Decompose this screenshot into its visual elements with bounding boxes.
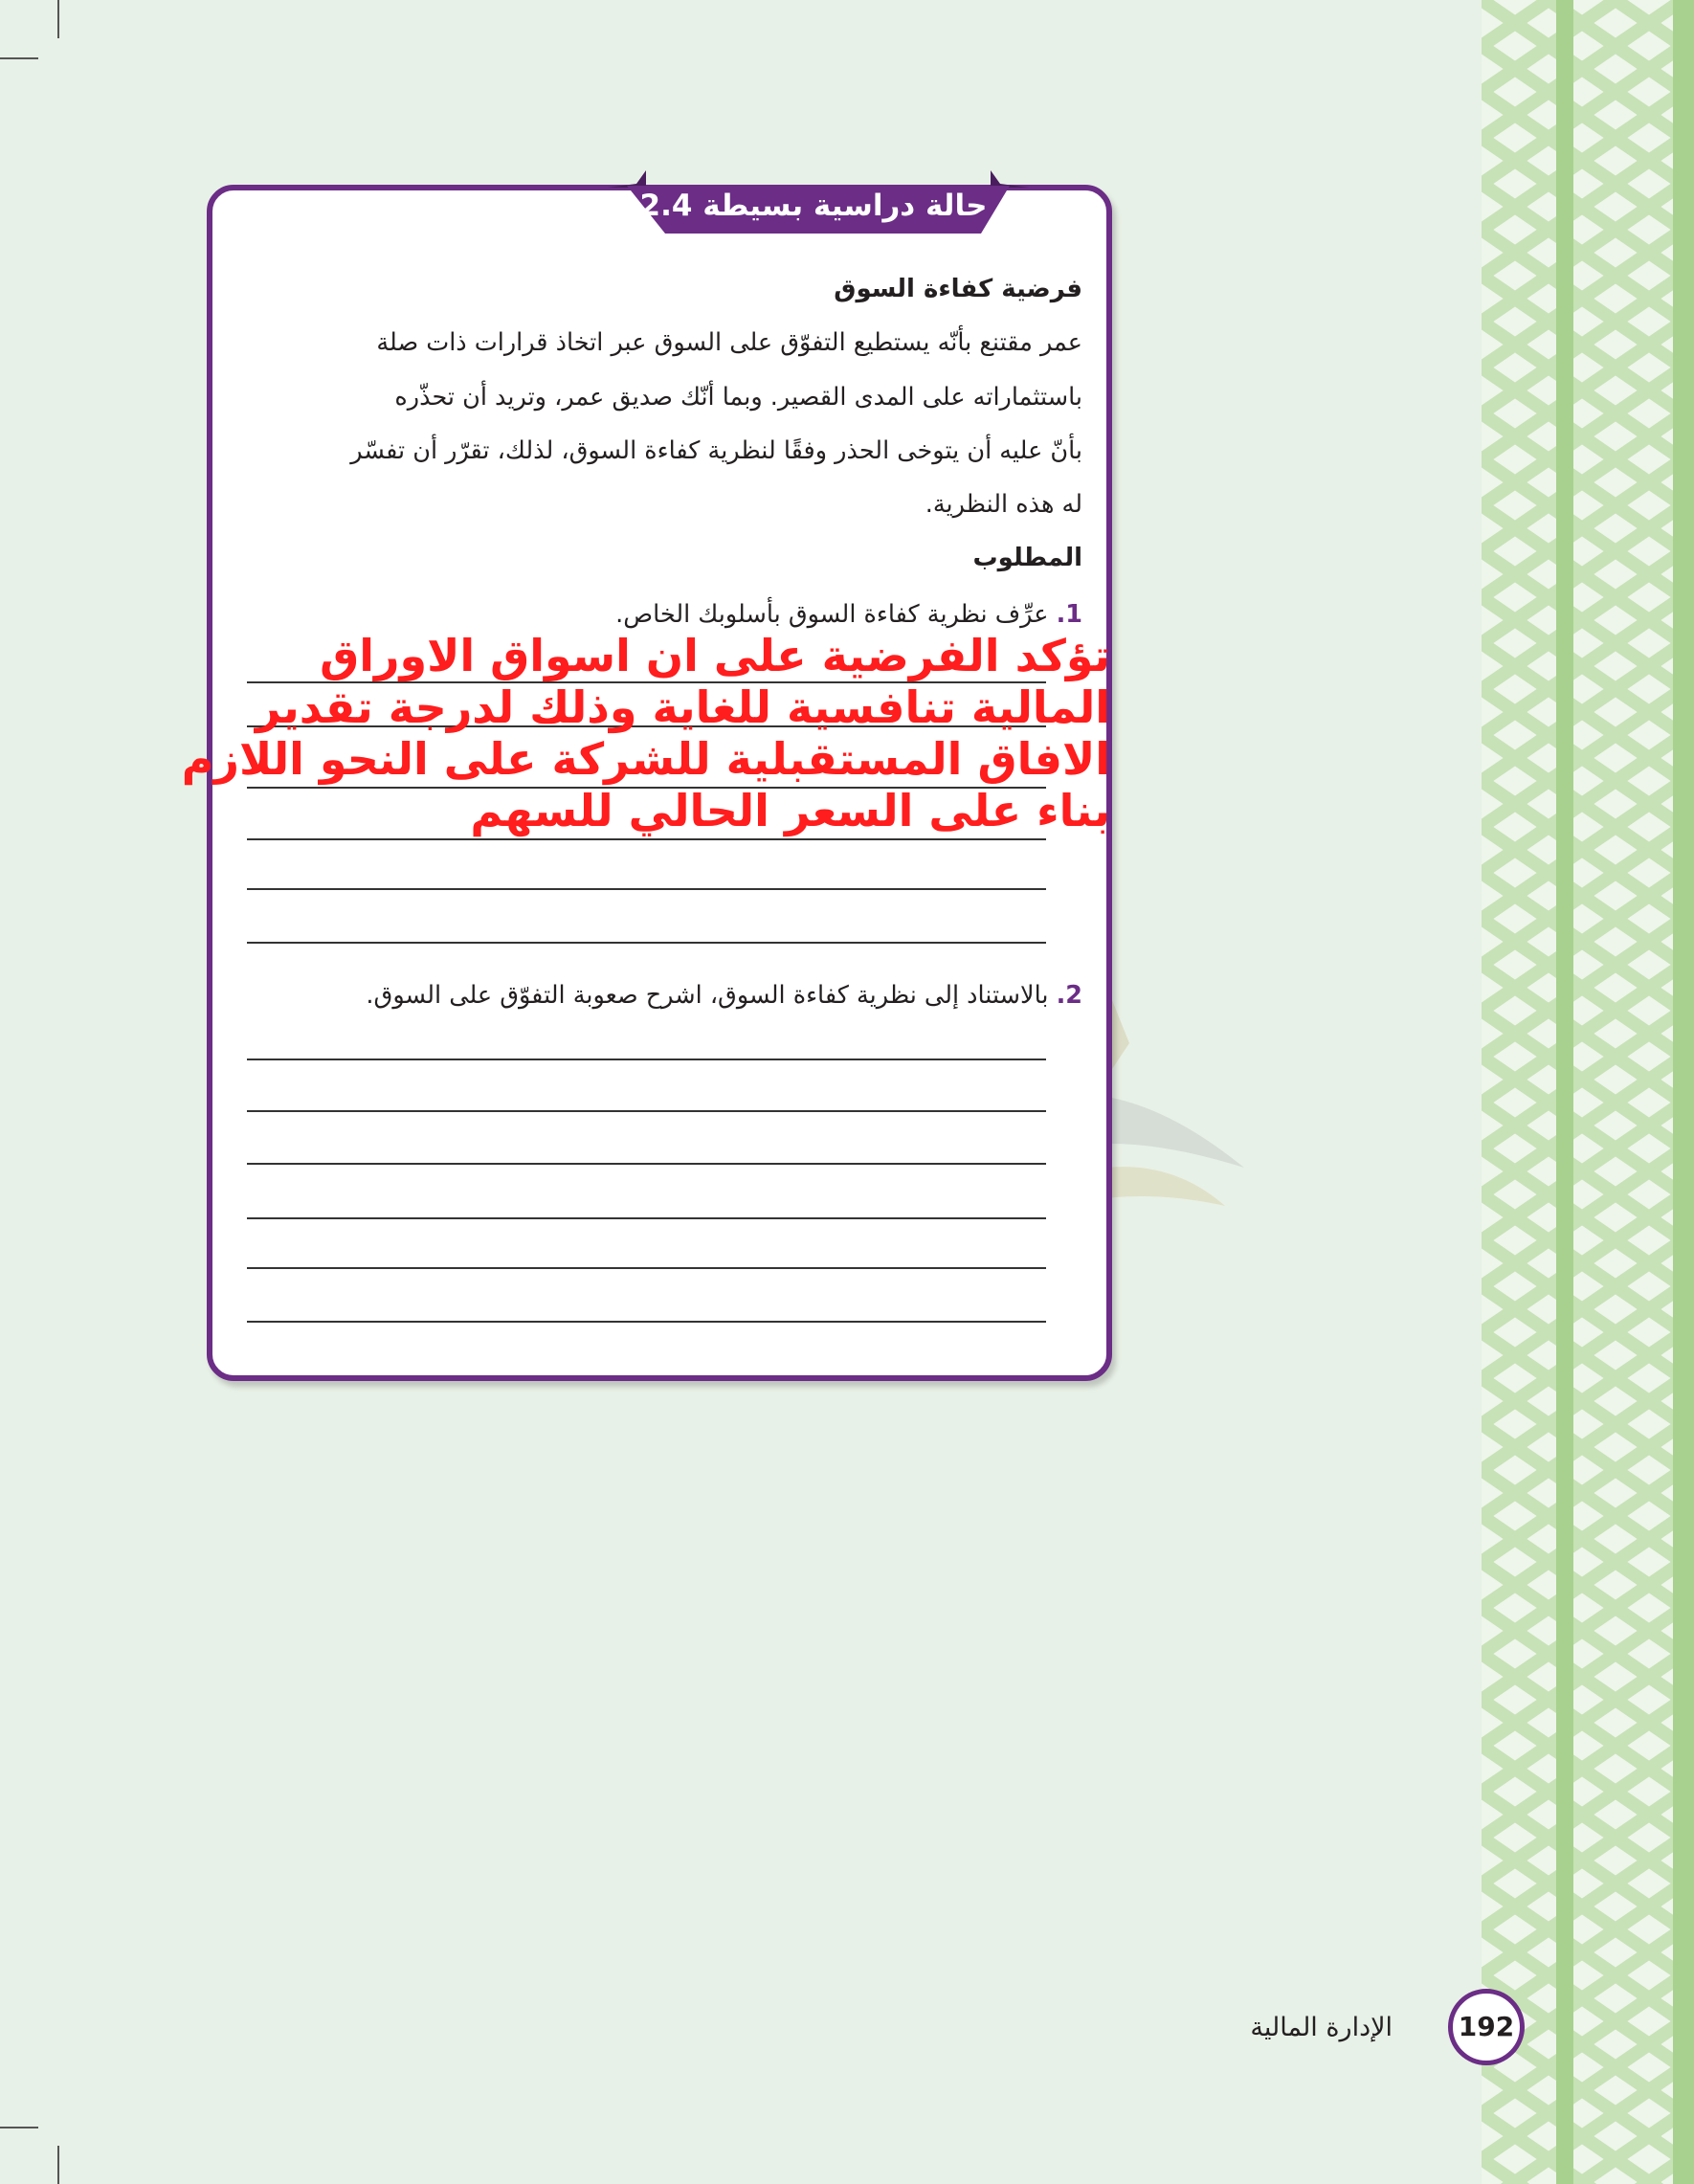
handwritten-answer — [181, 630, 1110, 836]
answer-line-text: الافاق المستقبلية للشركة على النحو اللازم — [181, 733, 1110, 785]
answer-line — [247, 942, 1046, 944]
crop-mark — [0, 57, 38, 59]
answer-line — [247, 1217, 1046, 1219]
paragraph-line: بأنّ عليه أن يتوخى الحذر وفقًا لنظرية كفاءة السوق، لذلك، تقرّر أن تفسّر — [350, 436, 1082, 465]
answer-line-text: تؤكد الفرضية على ان اسواق الاوراق — [320, 630, 1110, 681]
paragraph-line: عمر مقتنع بأنّه يستطيع التفوّق على السوق عبر اتخاذ قرارات ذات صلة — [376, 328, 1082, 357]
answer-line — [247, 1163, 1046, 1165]
question-1 — [615, 600, 1082, 629]
answer-line — [247, 1321, 1046, 1323]
required-heading: المطلوب — [972, 544, 1082, 572]
decorative-side-strip — [1482, 0, 1694, 2184]
answer-line — [247, 888, 1046, 890]
book-title: الإدارة المالية — [1250, 2013, 1393, 2042]
page-number: 192 — [1448, 1989, 1525, 2065]
answer-line — [247, 838, 1046, 840]
question-text: عرِّف نظرية كفاءة السوق بأسلوبك الخاص. — [615, 600, 1049, 629]
answer-line — [247, 1059, 1046, 1060]
question-number: 1. — [1056, 600, 1082, 629]
answer-line-text: المالية تنافسية للغاية وذلك لدرجة تقدير — [255, 681, 1110, 733]
answer-line — [247, 1110, 1046, 1112]
crop-mark — [57, 0, 59, 38]
case-heading: فرضية كفاءة السوق — [834, 275, 1082, 303]
crop-mark — [57, 2146, 59, 2184]
question-number: 2. — [1056, 981, 1082, 1010]
answer-line-text: بناء على السعر الحالي للسهم — [470, 785, 1110, 836]
answer-line — [247, 1267, 1046, 1269]
paragraph-line: باستثماراته على المدى القصير. وبما أنّك صديق عمر، وتريد أن تحذّره — [394, 383, 1082, 412]
paragraph-line: له هذه النظرية. — [925, 490, 1082, 519]
question-text: بالاستناد إلى نظرية كفاءة السوق، اشرح صعوبة التفوّق على السوق. — [366, 981, 1049, 1010]
case-study-title: حالة دراسية بسيطة 2.4 — [639, 189, 988, 223]
crop-mark — [0, 2127, 38, 2128]
question-2 — [366, 981, 1082, 1010]
